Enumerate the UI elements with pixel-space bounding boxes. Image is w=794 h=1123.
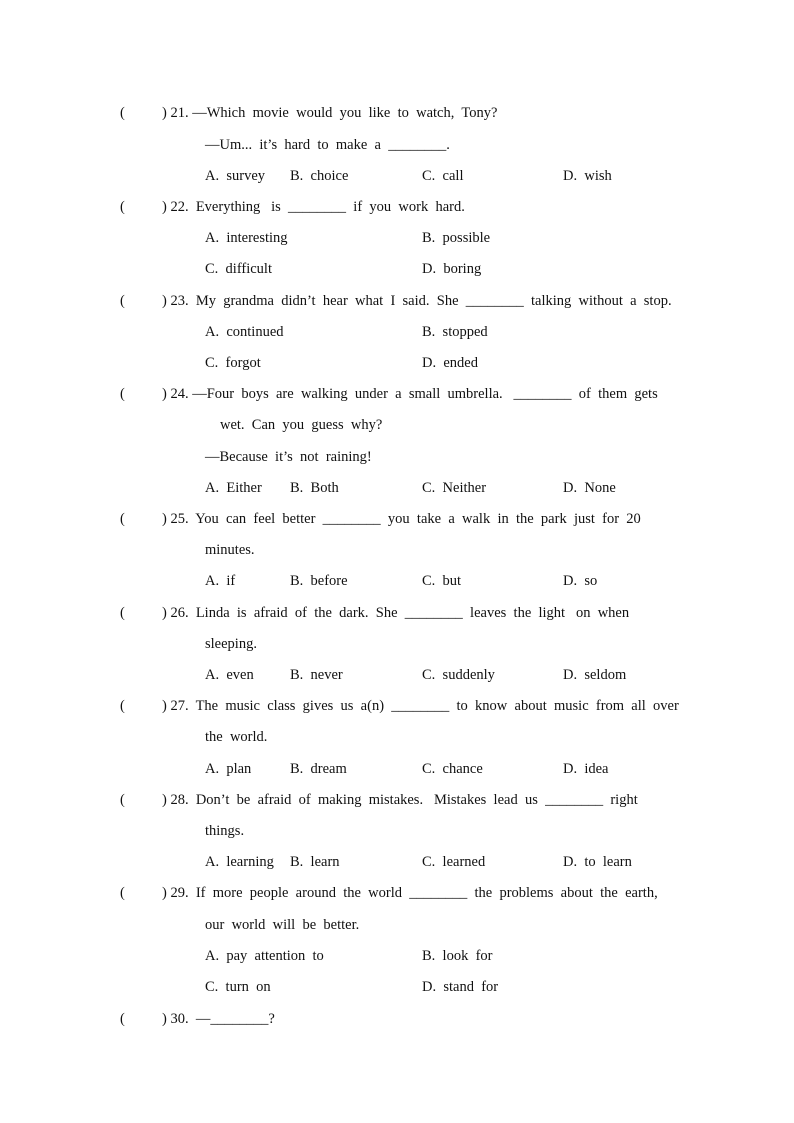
q21-option-b: B. choice	[290, 168, 349, 184]
q21-option-d: D. wish	[563, 168, 612, 184]
question-23-stem: ) 23. My grandma didn’t hear what I said. She ________ talking without a stop.	[162, 293, 672, 309]
question-21-cont: —Um... it’s hard to make a ________.	[205, 137, 450, 153]
q26-option-a: A. even	[205, 667, 254, 683]
q28-option-d: D. to learn	[563, 854, 632, 870]
q23-option-b: B. stopped	[422, 324, 488, 340]
q21-option-c: C. call	[422, 168, 464, 184]
q21-option-a: A. survey	[205, 168, 266, 184]
q24-option-b: B. Both	[290, 480, 339, 496]
answer-paren: (	[120, 293, 125, 309]
answer-paren: (	[120, 605, 125, 621]
q25-option-a: A. if	[205, 573, 236, 589]
q27-option-a: A. plan	[205, 761, 252, 777]
question-25-cont: minutes.	[205, 542, 255, 558]
q23-option-a: A. continued	[205, 324, 284, 340]
answer-paren: (	[120, 199, 125, 215]
q26-option-c: C. suddenly	[422, 667, 495, 683]
q26-option-d: D. seldom	[563, 667, 627, 683]
question-30-stem: ) 30. —________?	[162, 1011, 275, 1027]
q25-option-b: B. before	[290, 573, 348, 589]
question-21-stem: ) 21. —Which movie would you like to watch, Tony?	[162, 105, 498, 121]
q25-option-d: D. so	[563, 573, 598, 589]
question-27-stem: ) 27. The music class gives us a(n) ________ to know about music from all over	[162, 698, 679, 714]
question-28-stem: ) 28. Don’t be afraid of making mistakes. Mistakes lead us ________ right	[162, 792, 638, 808]
question-26-stem: ) 26. Linda is afraid of the dark. She ________ leaves the light on when	[162, 605, 630, 621]
q22-option-a: A. interesting	[205, 230, 288, 246]
question-24-cont: —Because it’s not raining!	[205, 449, 372, 465]
q22-option-d: D. boring	[422, 261, 482, 277]
answer-paren: (	[120, 386, 125, 402]
q28-option-b: B. learn	[290, 854, 340, 870]
question-24-stem: ) 24. —Four boys are walking under a small umbrella. ________ of them gets	[162, 386, 658, 402]
q29-option-a: A. pay attention to	[205, 948, 324, 964]
answer-paren: (	[120, 885, 125, 901]
q28-option-c: C. learned	[422, 854, 486, 870]
q29-option-d: D. stand for	[422, 979, 499, 995]
answer-paren: (	[120, 792, 125, 808]
question-26-cont: sleeping.	[205, 636, 257, 652]
q28-option-a: A. learning	[205, 854, 274, 870]
q29-option-b: B. look for	[422, 948, 493, 964]
q23-option-d: D. ended	[422, 355, 478, 371]
question-29-cont: our world will be better.	[205, 917, 360, 933]
question-25-stem: ) 25. You can feel better ________ you take a walk in the park just for 20	[162, 511, 641, 527]
answer-paren: (	[120, 1011, 125, 1027]
q27-option-c: C. chance	[422, 761, 483, 777]
question-24-cont: wet. Can you guess why?	[220, 417, 383, 433]
q22-option-c: C. difficult	[205, 261, 272, 277]
q26-option-b: B. never	[290, 667, 343, 683]
question-27-cont: the world.	[205, 729, 268, 745]
q22-option-b: B. possible	[422, 230, 491, 246]
q29-option-c: C. turn on	[205, 979, 271, 995]
answer-paren: (	[120, 698, 125, 714]
q23-option-c: C. forgot	[205, 355, 261, 371]
question-22-stem: ) 22. Everything is ________ if you work hard.	[162, 199, 465, 215]
question-28-cont: things.	[205, 823, 245, 839]
q27-option-b: B. dream	[290, 761, 347, 777]
answer-paren: (	[120, 105, 125, 121]
question-29-stem: ) 29. If more people around the world ________ the problems about the earth,	[162, 885, 658, 901]
answer-paren: (	[120, 511, 125, 527]
q24-option-c: C. Neither	[422, 480, 487, 496]
q25-option-c: C. but	[422, 573, 462, 589]
q27-option-d: D. idea	[563, 761, 609, 777]
q24-option-d: D. None	[563, 480, 616, 496]
q24-option-a: A. Either	[205, 480, 262, 496]
